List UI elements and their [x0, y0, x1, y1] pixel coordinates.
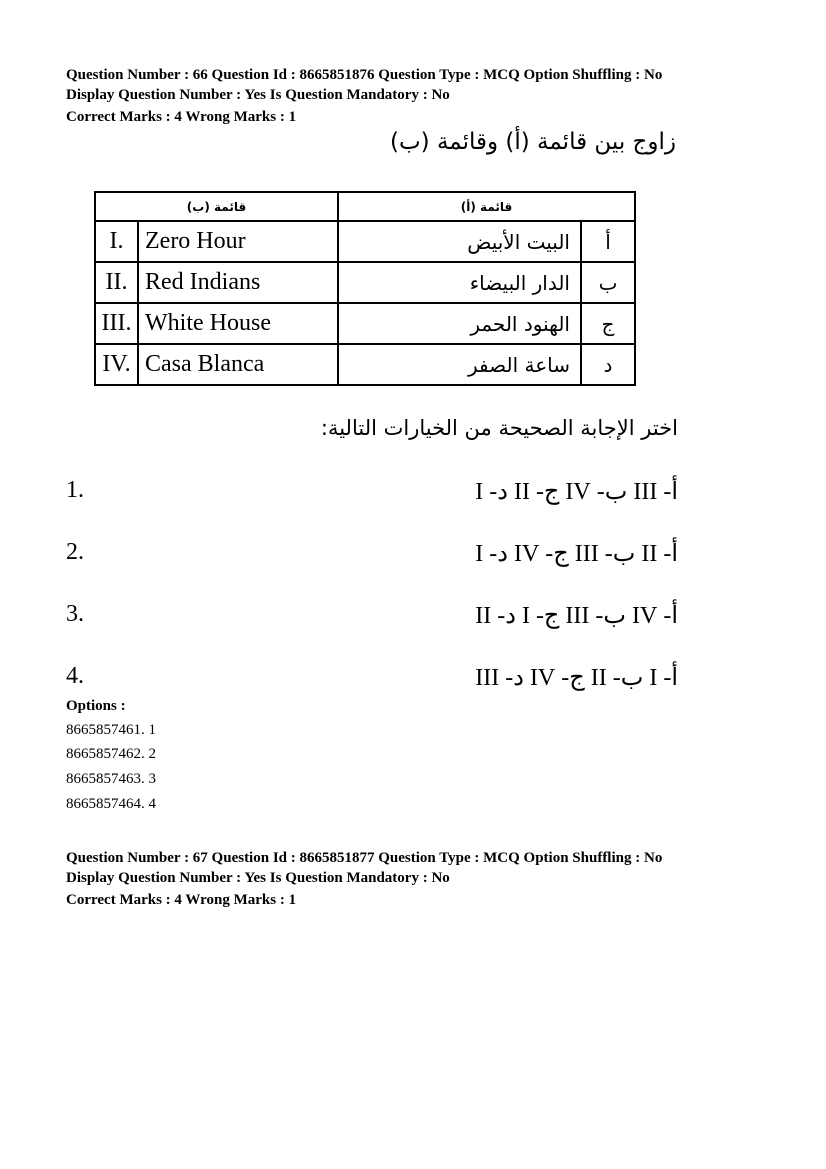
arabic-letter: ج: [581, 303, 635, 344]
english-term: Zero Hour: [138, 221, 338, 262]
option-id: 8665857461. 1: [66, 722, 156, 738]
question-66-info-line: Question Number : 66 Question Id : 8665851876 Question Type : MCQ Option Shuffling : No: [66, 67, 663, 83]
roman-numeral: I.: [95, 221, 138, 262]
question-66-marks-line: Correct Marks : 4 Wrong Marks : 1: [66, 109, 297, 125]
table-header-row: [95, 192, 635, 221]
answer-number: 2.: [66, 539, 84, 565]
roman-numeral: IV.: [95, 344, 138, 385]
arabic-term: ساعة الصفر: [338, 344, 581, 385]
table-row: [95, 262, 635, 303]
answer-number: 1.: [66, 477, 84, 503]
roman-numeral: III.: [95, 303, 138, 344]
matching-table: [94, 191, 636, 386]
arabic-term: الدار البيضاء: [338, 262, 581, 303]
english-term: Red Indians: [138, 262, 338, 303]
question-67-display-line: Display Question Number : Yes Is Question Mandatory : No: [66, 870, 450, 886]
choose-answer-prompt: اختر الإجابة الصحيحة من الخيارات التالية:: [320, 416, 678, 440]
question-67-info-line: Question Number : 67 Question Id : 8665851877 Question Type : MCQ Option Shuffling : No: [66, 850, 663, 866]
arabic-term: البيت الأبيض: [338, 221, 581, 262]
option-id: 8665857463. 3: [66, 771, 156, 787]
answer-number: 3.: [66, 601, 84, 627]
answer-choice: أ- II ب- III ج- IV د- I: [475, 541, 678, 567]
question-66-instruction: زاوج بين قائمة (أ) وقائمة (ب): [390, 129, 676, 155]
option-id: 8665857464. 4: [66, 796, 156, 812]
arabic-term: الهنود الحمر: [338, 303, 581, 344]
column-b-header: قائمة (ب): [95, 192, 338, 221]
options-label: Options :: [66, 698, 126, 714]
answer-choice: أ- I ب- II ج- IV د- III: [475, 665, 678, 691]
arabic-letter: د: [581, 344, 635, 385]
table-row: [95, 344, 635, 385]
question-67-header: [66, 849, 662, 913]
question-67-marks-line: Correct Marks : 4 Wrong Marks : 1: [66, 892, 297, 908]
table-row: [95, 221, 635, 262]
roman-numeral: II.: [95, 262, 138, 303]
arabic-letter: ب: [581, 262, 635, 303]
question-66-header: [66, 66, 662, 130]
english-term: White House: [138, 303, 338, 344]
answer-number: 4.: [66, 663, 84, 689]
option-id: 8665857462. 2: [66, 746, 156, 762]
english-term: Casa Blanca: [138, 344, 338, 385]
table-row: [95, 303, 635, 344]
answer-choice: أ- IV ب- III ج- I د- II: [475, 603, 678, 629]
question-66-display-line: Display Question Number : Yes Is Question Mandatory : No: [66, 87, 450, 103]
answer-choice: أ- III ب- IV ج- II د- I: [475, 479, 678, 505]
column-a-header: قائمة (أ): [338, 192, 635, 221]
arabic-letter: أ: [581, 221, 635, 262]
